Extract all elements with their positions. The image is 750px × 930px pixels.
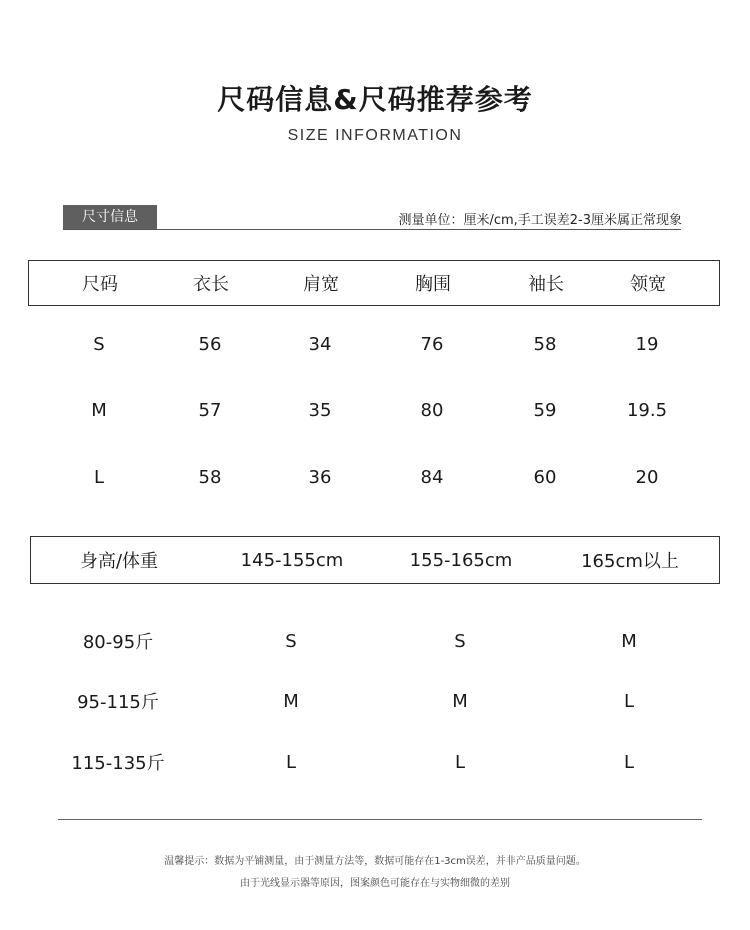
size-cell: M — [91, 399, 107, 421]
recommend-cell: L — [285, 751, 297, 773]
table-row — [28, 461, 720, 493]
section-tag: 尺寸信息 — [63, 205, 157, 230]
size-col-header: 袖长 — [528, 274, 564, 295]
page-title: 尺码信息&尺码推荐参考 — [217, 83, 533, 116]
recommend-cell: 95-115斤 — [77, 692, 159, 713]
size-cell: 60 — [533, 466, 557, 488]
recommend-col-header: 165cm以上 — [581, 551, 679, 572]
size-cell: 84 — [420, 466, 444, 488]
footer-divider — [58, 819, 702, 820]
size-cell: 34 — [308, 333, 332, 355]
size-table-header — [28, 260, 720, 306]
recommend-col-header: 145-155cm — [240, 549, 344, 571]
recommend-cell: S — [454, 630, 466, 652]
size-col-header: 尺码 — [82, 274, 118, 295]
size-cell: 80 — [420, 399, 444, 421]
footer-note: 由于光线显示器等原因，图案颜色可能存在与实物细微的差别 — [240, 878, 510, 889]
recommend-cell: M — [283, 690, 299, 712]
size-cell: 58 — [533, 333, 557, 355]
recommend-cell: 80-95斤 — [82, 632, 154, 653]
size-cell: S — [93, 333, 105, 355]
size-col-header: 肩宽 — [303, 274, 339, 295]
size-col-header: 胸围 — [415, 274, 451, 295]
table-row — [28, 394, 720, 426]
size-cell: 58 — [198, 466, 222, 488]
size-cell: 76 — [420, 333, 444, 355]
size-cell: 19 — [635, 333, 659, 355]
table-row — [30, 685, 720, 717]
size-cell: 36 — [308, 466, 332, 488]
size-cell: 20 — [635, 466, 659, 488]
table-row — [28, 328, 720, 360]
recommend-col-header: 身高/体重 — [79, 551, 159, 572]
recommend-cell: L — [623, 751, 635, 773]
recommend-cell: M — [452, 690, 468, 712]
recommend-cell: M — [621, 630, 637, 652]
recommend-cell: 115-135斤 — [71, 753, 165, 774]
table-row — [30, 746, 720, 778]
size-cell: 56 — [198, 333, 222, 355]
size-cell: 59 — [533, 399, 557, 421]
table-row — [30, 625, 720, 657]
recommend-cell: S — [285, 630, 297, 652]
size-cell: 57 — [198, 399, 222, 421]
page-subtitle: SIZE INFORMATION — [287, 127, 463, 144]
size-cell: 19.5 — [626, 399, 668, 421]
section-divider — [63, 229, 681, 230]
unit-note: 测量单位：厘米/cm,手工误差2-3厘米属正常现象 — [398, 213, 682, 228]
size-col-header: 衣长 — [193, 274, 229, 295]
size-cell: 35 — [308, 399, 332, 421]
footer-note: 温馨提示：数据为平铺测量，由于测量方法等，数据可能存在1-3cm误差，并非产品质量问题。 — [164, 856, 586, 867]
recommend-cell: L — [454, 751, 466, 773]
size-cell: L — [93, 466, 105, 488]
recommend-table-header — [30, 536, 720, 584]
recommend-cell: L — [623, 690, 635, 712]
size-col-header: 领宽 — [630, 274, 666, 295]
recommend-col-header: 155-165cm — [409, 549, 513, 571]
